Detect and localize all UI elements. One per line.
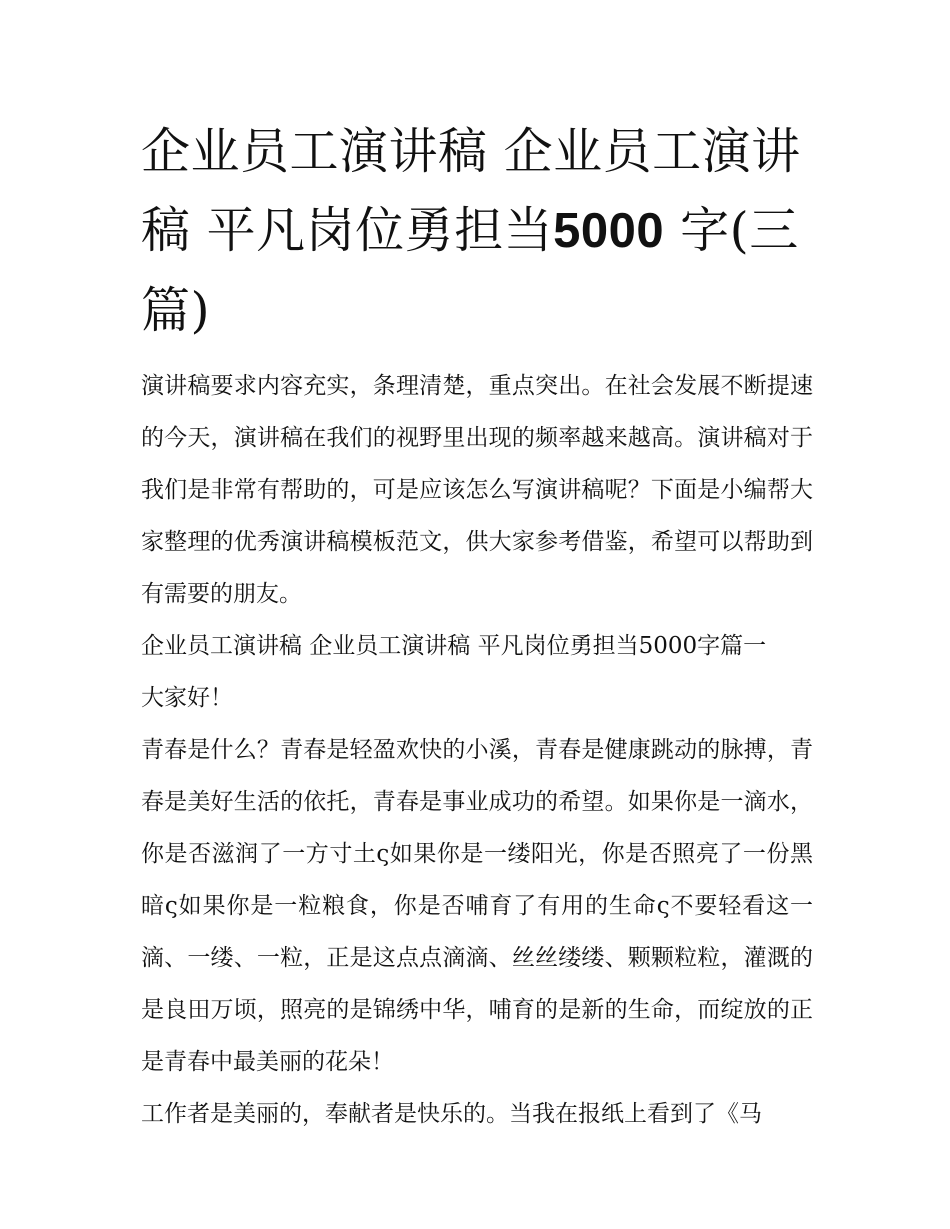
title-number: 5000 (553, 204, 665, 258)
intro-paragraph: 演讲稿要求内容充实，条理清楚，重点突出。在社会发展不断提速的今天，演讲稿在我们的视野里出现的频率越来越高。演讲稿对于我们是非常有帮助的，可是应该怎么写演讲稿呢？下面是小编帮大家整理的优秀演讲稿模板范文，供大家参考借鉴，希望可以帮助到有需要的朋友。 (141, 373, 813, 607)
section-heading: 企业员工演讲稿 企业员工演讲稿 平凡岗位勇担当5000字篇一 (141, 633, 767, 659)
title-text-suffix: 字(三篇) (141, 202, 799, 339)
worker-paragraph: 工作者是美丽的，奉献者是快乐的。当我在报纸上看到了《马 (141, 1101, 762, 1127)
title-text-part: 企业员工演讲稿 企业员工演讲稿 平凡岗位勇担当 (141, 123, 801, 259)
document-title (141, 112, 813, 350)
greeting-paragraph: 大家好！ (141, 685, 233, 711)
document-content (141, 112, 813, 1140)
youth-paragraph: 青春是什么？青春是轻盈欢快的小溪，青春是健康跳动的脉搏，青春是美好生活的依托，青春是事业成功的希望。如果你是一滴水，你是否滋润了一方寸土ς如果你是一缕阳光，你是否照亮了一份黑暗ς如果你是一粒粮食，你是否哺育了有用的生命ς不要轻看这一滴、一缕、一粒，正是这点点滴滴、丝丝缕缕、颗颗粒粒，灌溉的是良田万顷，照亮的是锦绣中华，哺育的是新的生命，而绽放的正是青春中最美丽的花朵！ (141, 737, 813, 1075)
